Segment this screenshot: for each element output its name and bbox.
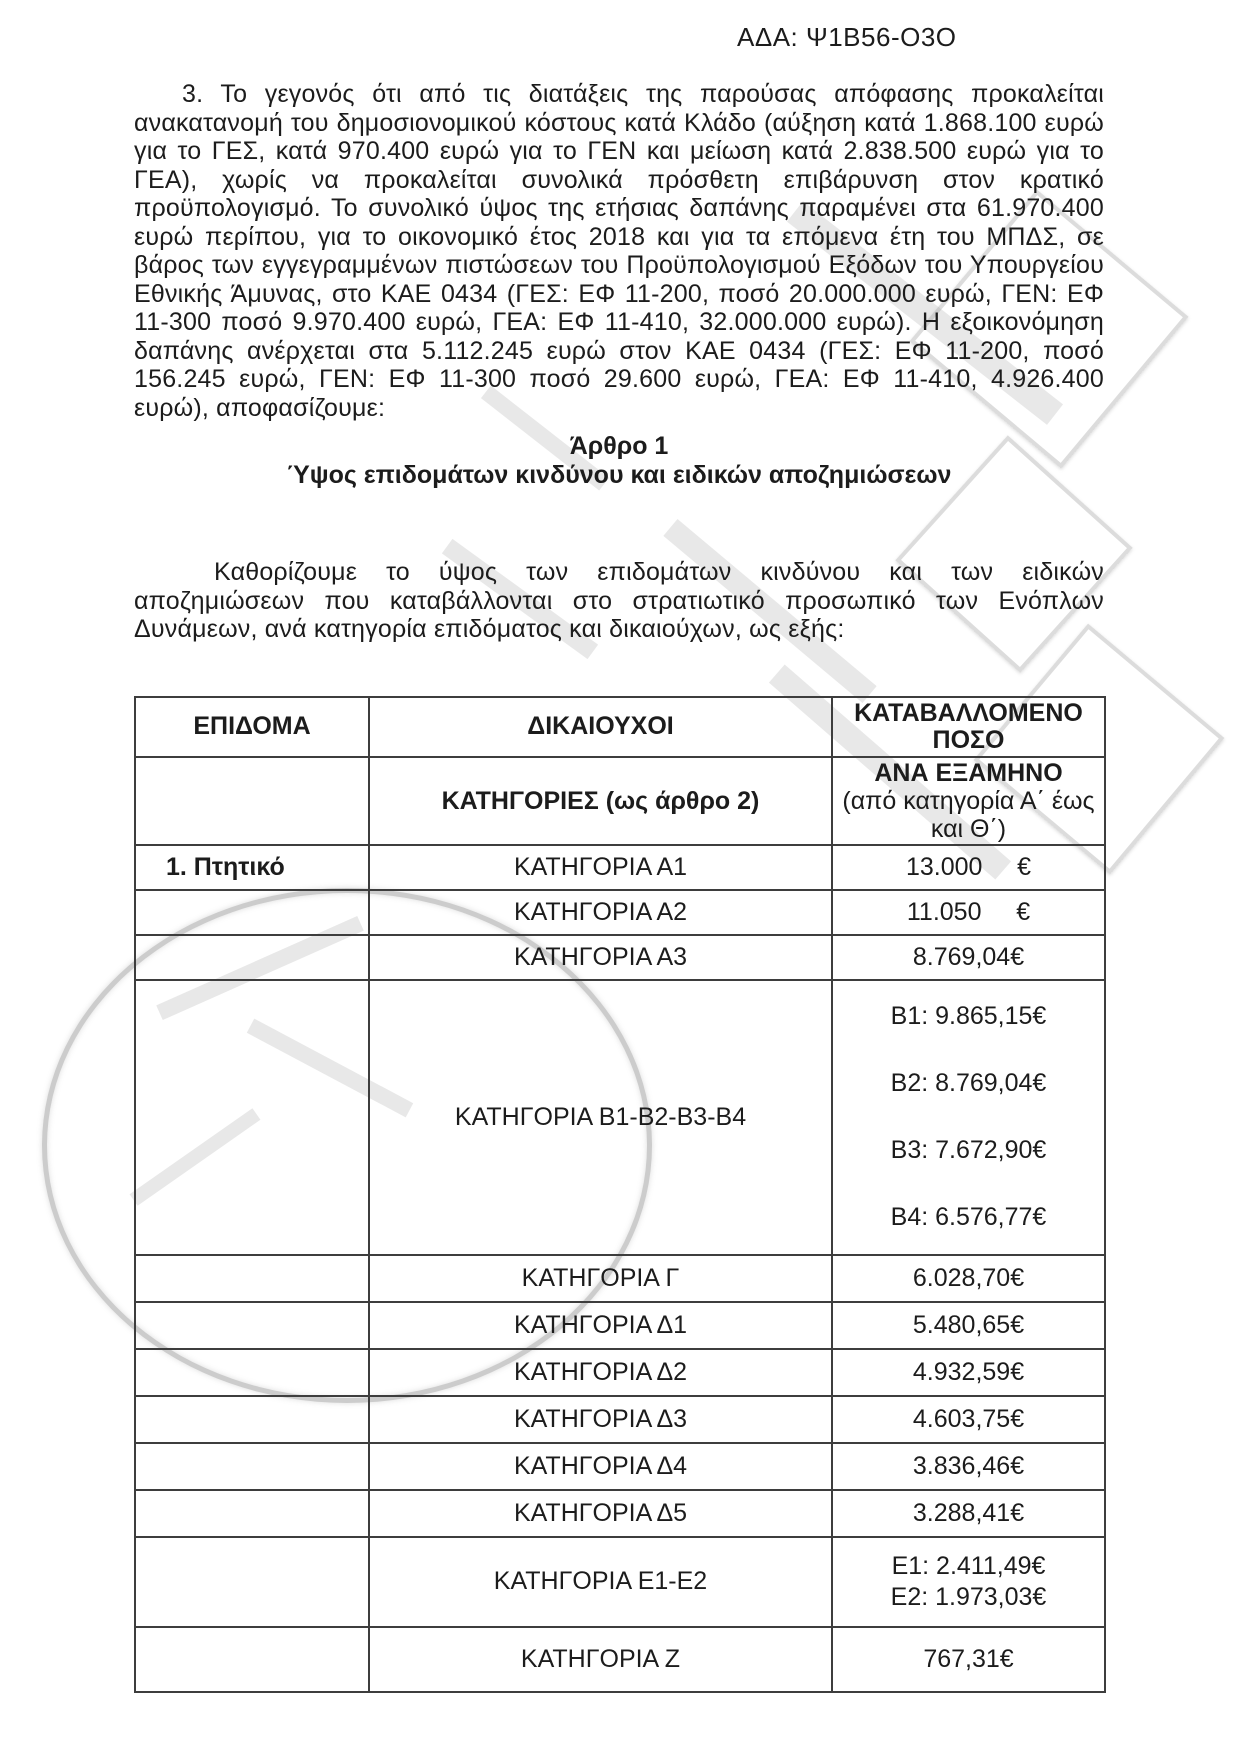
amount-value: Β2: 8.769,04€	[890, 1069, 1047, 1097]
col-header-epidoma: ΕΠΙΔΟΜΑ	[135, 697, 369, 757]
cell-benefit	[135, 1537, 369, 1627]
article-subtitle: Ύψος επιδομάτων κινδύνου και ειδικών αποζημιώσεων	[286, 461, 952, 489]
cell-benefit	[135, 1302, 369, 1349]
subheader-categories: ΚΑΤΗΓΟΡΙΕΣ (ως άρθρο 2)	[369, 757, 832, 845]
cell-amount	[832, 1627, 1105, 1692]
subheader-period-line1: ΑΝΑ ΕΞΑΜΗΝΟ	[874, 758, 1063, 787]
cell-category: ΚΑΤΗΓΟΡΙΑ Α2	[369, 890, 832, 935]
article-heading	[134, 432, 1104, 490]
table-row-a3	[135, 935, 1105, 980]
table-row-d5	[135, 1490, 1105, 1537]
amount-value: 767,31€	[923, 1644, 1014, 1673]
amount-value: 5.480,65€	[912, 1310, 1025, 1339]
cell-category: ΚΑΤΗΓΟΡΙΑ Ζ	[369, 1627, 832, 1692]
amount-value: 11.050 €	[906, 897, 1031, 926]
cell-benefit	[135, 1443, 369, 1490]
cell-benefit	[135, 1627, 369, 1692]
subheader-period-line2: (από κατηγορία Α΄ έως και Θ΄)	[842, 786, 1095, 843]
amount-value: Β3: 7.672,90€	[890, 1136, 1047, 1164]
cell-benefit	[135, 1349, 369, 1396]
cell-benefit	[135, 1490, 369, 1537]
table-row-z	[135, 1627, 1105, 1692]
col-header-dikaiouxoi: ΔΙΚΑΙΟΥΧΟΙ	[369, 697, 832, 757]
cell-category: ΚΑΤΗΓΟΡΙΑ Δ4	[369, 1443, 832, 1490]
amount-value: Ε2: 1.973,03€	[890, 1582, 1047, 1611]
cell-amount	[832, 890, 1105, 935]
cell-benefit	[135, 1396, 369, 1443]
intro-paragraph: Καθορίζουμε το ύψος των επιδομάτων κινδύνου και των ειδικών αποζημιώσεων που καταβάλλονται στο στρατιωτικό προσωπικό των Ενόπλων Δυνάμεων, ανά κατηγορία επιδόματος και δικαιούχων, ως εξής:	[134, 558, 1104, 643]
amount-value: 4.932,59€	[912, 1357, 1025, 1386]
allowance-table	[134, 696, 1106, 1693]
cell-category: ΚΑΤΗΓΟΡΙΑ Ε1-Ε2	[369, 1537, 832, 1627]
table-row-g	[135, 1255, 1105, 1302]
amount-value: 8.769,04€	[912, 942, 1025, 971]
table-row-a2	[135, 890, 1105, 935]
col-header-poso: ΚΑΤΑΒΑΛΛΟΜΕΝΟ ΠΟΣΟ	[832, 697, 1105, 757]
cell-amount	[832, 1255, 1105, 1302]
cell-category: ΚΑΤΗΓΟΡΙΑ Δ2	[369, 1349, 832, 1396]
subheader-period	[832, 757, 1105, 845]
amount-value: 3.836,46€	[912, 1451, 1025, 1480]
amount-value: Β4: 6.576,77€	[890, 1203, 1047, 1231]
amount-value: 13.000 €	[905, 852, 1032, 881]
cell-amount	[832, 1349, 1105, 1396]
cell-amount	[832, 845, 1105, 890]
cell-benefit	[135, 890, 369, 935]
cell-category: ΚΑΤΗΓΟΡΙΑ Δ1	[369, 1302, 832, 1349]
table-row-d3	[135, 1396, 1105, 1443]
amount-value: 4.603,75€	[912, 1404, 1025, 1433]
ada-code: ΑΔΑ: Ψ1Β56-Ο3Ο	[737, 22, 957, 52]
cell-benefit: 1. Πτητικό	[135, 845, 369, 890]
cell-amount	[832, 980, 1105, 1255]
table-row-d4	[135, 1443, 1105, 1490]
cell-category: ΚΑΤΗΓΟΡΙΑ Β1-Β2-Β3-Β4	[369, 980, 832, 1255]
table-row-e1-e2	[135, 1537, 1105, 1627]
table-row-a1	[135, 845, 1105, 890]
subheader-empty-cell	[135, 757, 369, 845]
cell-category: ΚΑΤΗΓΟΡΙΑ Α1	[369, 845, 832, 890]
table-row-d2	[135, 1349, 1105, 1396]
table-subheader-row	[135, 757, 1105, 845]
cell-category: ΚΑΤΗΓΟΡΙΑ Δ5	[369, 1490, 832, 1537]
cell-amount	[832, 1537, 1105, 1627]
article-title: Άρθρο 1	[569, 432, 669, 460]
cell-benefit	[135, 980, 369, 1255]
cell-benefit	[135, 1255, 369, 1302]
table-header-row	[135, 697, 1105, 757]
table-row-d1	[135, 1302, 1105, 1349]
cell-amount	[832, 935, 1105, 980]
cell-amount	[832, 1302, 1105, 1349]
amount-value: 6.028,70€	[912, 1263, 1025, 1292]
amount-value: 3.288,41€	[912, 1498, 1025, 1527]
table-row-b1-b4	[135, 980, 1105, 1255]
amount-value: Ε1: 2.411,49€	[891, 1551, 1046, 1580]
cell-amount	[832, 1443, 1105, 1490]
cell-category: ΚΑΤΗΓΟΡΙΑ Γ	[369, 1255, 832, 1302]
cell-amount	[832, 1490, 1105, 1537]
cell-category: ΚΑΤΗΓΟΡΙΑ Α3	[369, 935, 832, 980]
cell-benefit	[135, 935, 369, 980]
paragraph-3: 3. Το γεγονός ότι από τις διατάξεις της παρούσας απόφασης προκαλείται ανακατανομή του δημοσιονομικού κόστους κατά Κλάδο (αύξηση κατά 1.868.100 ευρώ για το ΓΕΣ, κατά 970.400 ευρώ για το ΓΕΝ και μείωση κατά 2.838.500 ευρώ για το ΓΕΑ), χωρίς να προκαλείται συνολικά πρόσθετη επιβάρυνση στον κρατικό προϋπολογισμό. Το συνολικό ύψος της ετήσιας δαπάνης παραμένει στα 61.970.400 ευρώ περίπου, για το οικονομικό έτος 2018 και για τα επόμενα έτη του ΜΠΔΣ, σε βάρος των εγγεγραμμένων πιστώσεων του Προϋπολογισμού Εξόδων του Υπουργείου Εθνικής Άμυνας, στο ΚΑΕ 0434 (ΓΕΣ: ΕΦ 11-200, ποσό 20.000.000 ευρώ, ΓΕΝ: ΕΦ 11-300 ποσό 9.970.400 ευρώ, ΓΕΑ: ΕΦ 11-410, 32.000.000 ευρώ). Η εξοικονόμηση δαπάνης ανέρχεται στα 5.112.245 ευρώ στον ΚΑΕ 0434 (ΓΕΣ: ΕΦ 11-200, ποσό 156.245 ευρώ, ΓΕΝ: ΕΦ 11-300 ποσό 29.600 ευρώ, ΓΕΑ: ΕΦ 11-410, 4.926.400 ευρώ), αποφασίζουμε:	[134, 80, 1104, 422]
cell-category: ΚΑΤΗΓΟΡΙΑ Δ3	[369, 1396, 832, 1443]
cell-amount	[832, 1396, 1105, 1443]
amount-value: Β1: 9.865,15€	[890, 1002, 1047, 1030]
